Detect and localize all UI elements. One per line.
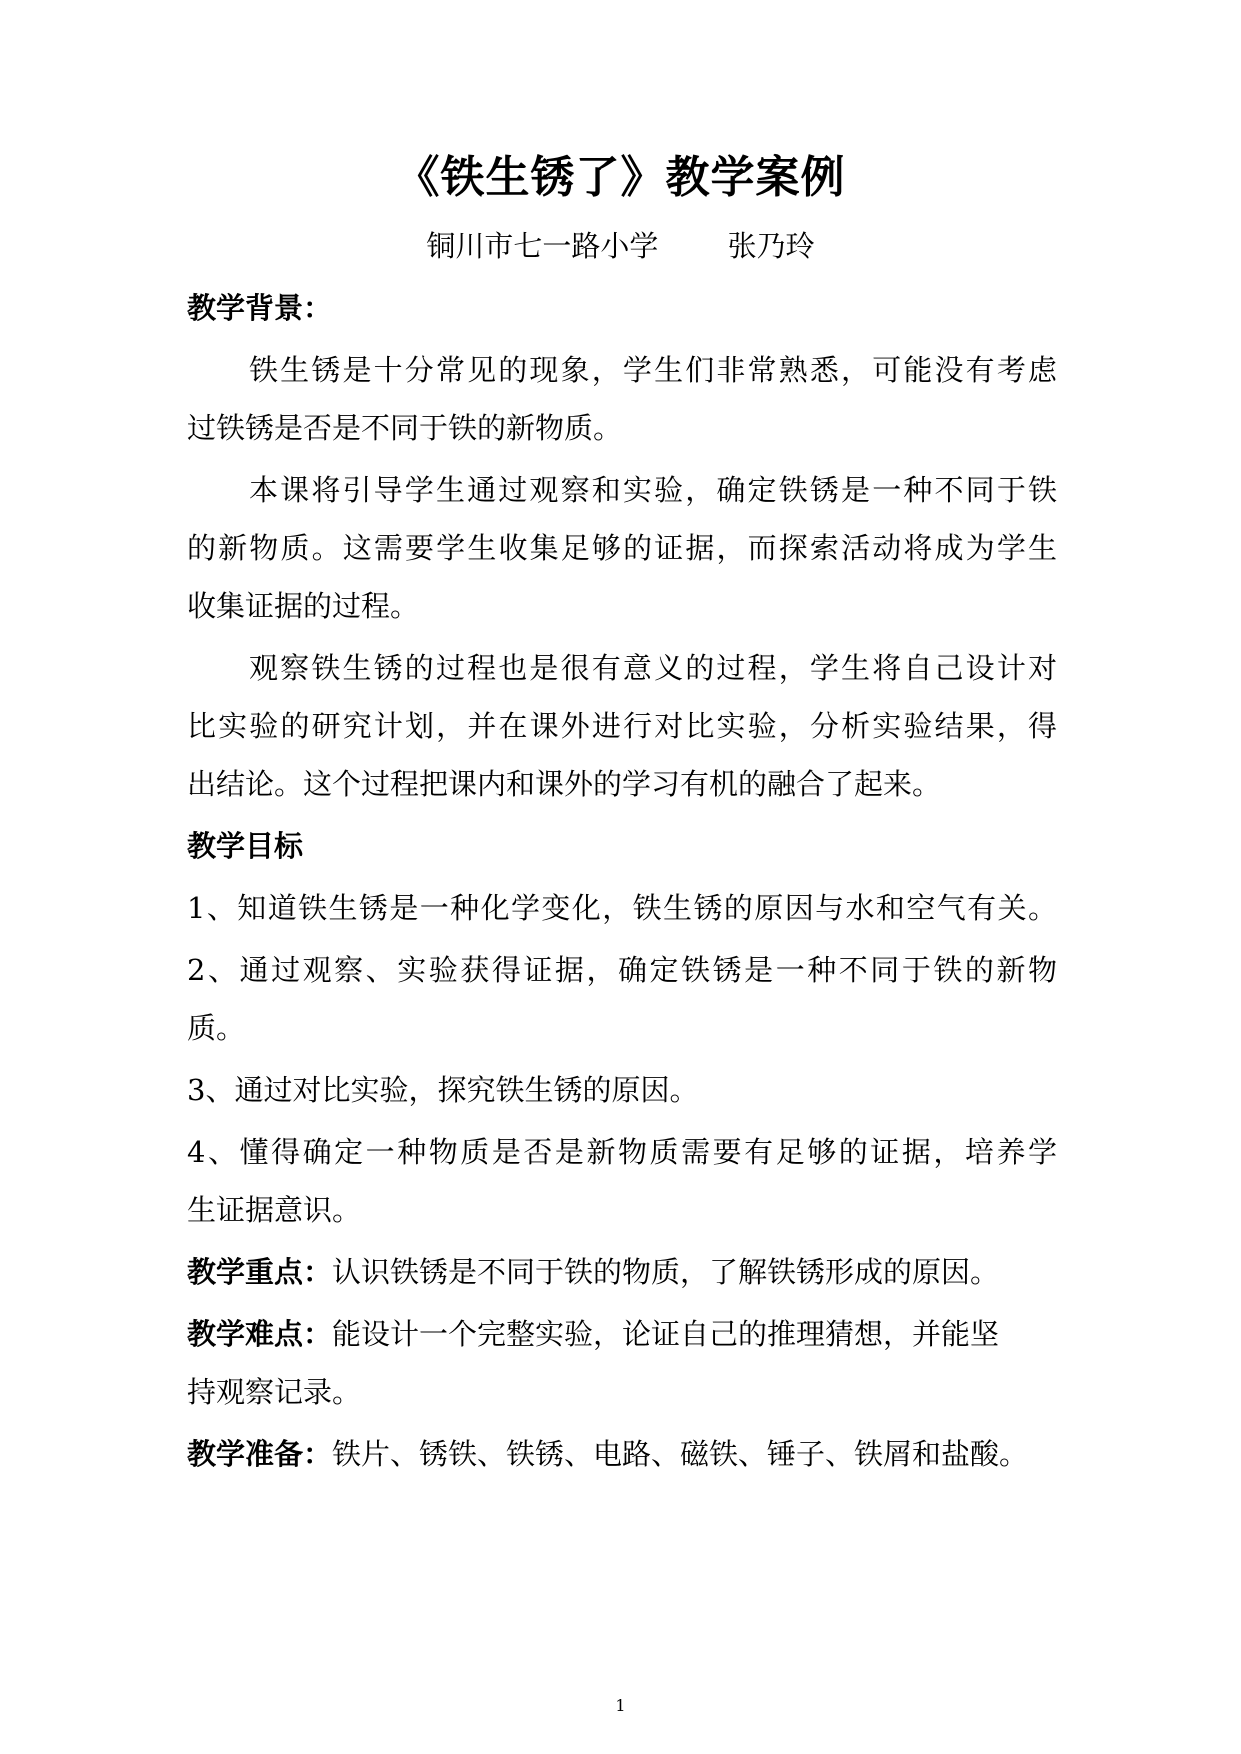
background-paragraph-3 [187, 648, 1057, 804]
objective-line: 4、懂得确定一种物质是否是新物质需要有足够的证据，培养学 [187, 1135, 1057, 1169]
author-name: 张乃玲 [727, 229, 815, 263]
page-number: 1 [615, 1696, 626, 1715]
paragraph-line: 收集证据的过程。 [187, 589, 420, 623]
paragraph-line: 本课将引导学生通过观察和实验，确定铁锈是一种不同于铁 [249, 473, 1057, 507]
objective-line: 质。 [187, 1011, 246, 1045]
objective-item-1 [187, 888, 1057, 928]
paragraph-line: 观察铁生锈的过程也是很有意义的过程，学生将自己设计对 [249, 651, 1057, 685]
key-points [187, 1252, 1057, 1292]
difficulties [187, 1314, 1057, 1412]
paragraph-line: 比实验的研究计划，并在课外进行对比实验，分析实验结果，得 [187, 709, 1057, 743]
objective-line: 生证据意识。 [187, 1193, 362, 1227]
section-heading-background: 教学背景： [187, 291, 333, 325]
school-name: 铜川市七一路小学 [426, 229, 659, 263]
objective-line: 2、通过观察、实验获得证据，确定铁锈是一种不同于铁的新物 [187, 953, 1057, 987]
paragraph-line: 的新物质。这需要学生收集足够的证据，而探索活动将成为学生 [187, 531, 1057, 565]
preparation [187, 1434, 1057, 1474]
background-paragraph-2 [187, 470, 1057, 626]
difficulties-line: 持观察记录。 [187, 1375, 362, 1409]
objective-item-4 [187, 1132, 1057, 1230]
preparation-label: 教学准备： [187, 1437, 333, 1471]
objective-item-3 [187, 1070, 1057, 1110]
difficulties-text: 能设计一个完整实验，论证自己的推理猜想，并能坚 [332, 1317, 1000, 1351]
preparation-text: 铁片、锈铁、铁锈、电路、磁铁、锤子、铁屑和盐酸。 [332, 1437, 1029, 1471]
objective-line: 3、通过对比实验，探究铁生锈的原因。 [187, 1073, 699, 1107]
paragraph-line: 铁生锈是十分常见的现象，学生们非常熟悉，可能没有考虑 [249, 353, 1057, 387]
key-points-label: 教学重点： [187, 1255, 333, 1289]
document-body [187, 288, 1057, 1474]
objective-line: 1、知道铁生锈是一种化学变化，铁生锈的原因与水和空气有关。 [187, 891, 1057, 925]
background-paragraph-1 [187, 350, 1057, 448]
document-title: 《铁生锈了》教学案例 [395, 152, 846, 203]
objective-item-2 [187, 950, 1057, 1048]
author-line [0, 226, 1241, 266]
difficulties-label: 教学难点： [187, 1317, 333, 1351]
paragraph-line: 出结论。这个过程把课内和课外的学习有机的融合了起来。 [187, 767, 942, 801]
paragraph-line: 过铁锈是否是不同于铁的新物质。 [187, 411, 623, 445]
section-heading-objectives: 教学目标 [187, 829, 304, 863]
difficulties-line [187, 1314, 1057, 1354]
key-points-text: 认识铁锈是不同于铁的物质，了解铁锈形成的原因。 [332, 1255, 1000, 1289]
